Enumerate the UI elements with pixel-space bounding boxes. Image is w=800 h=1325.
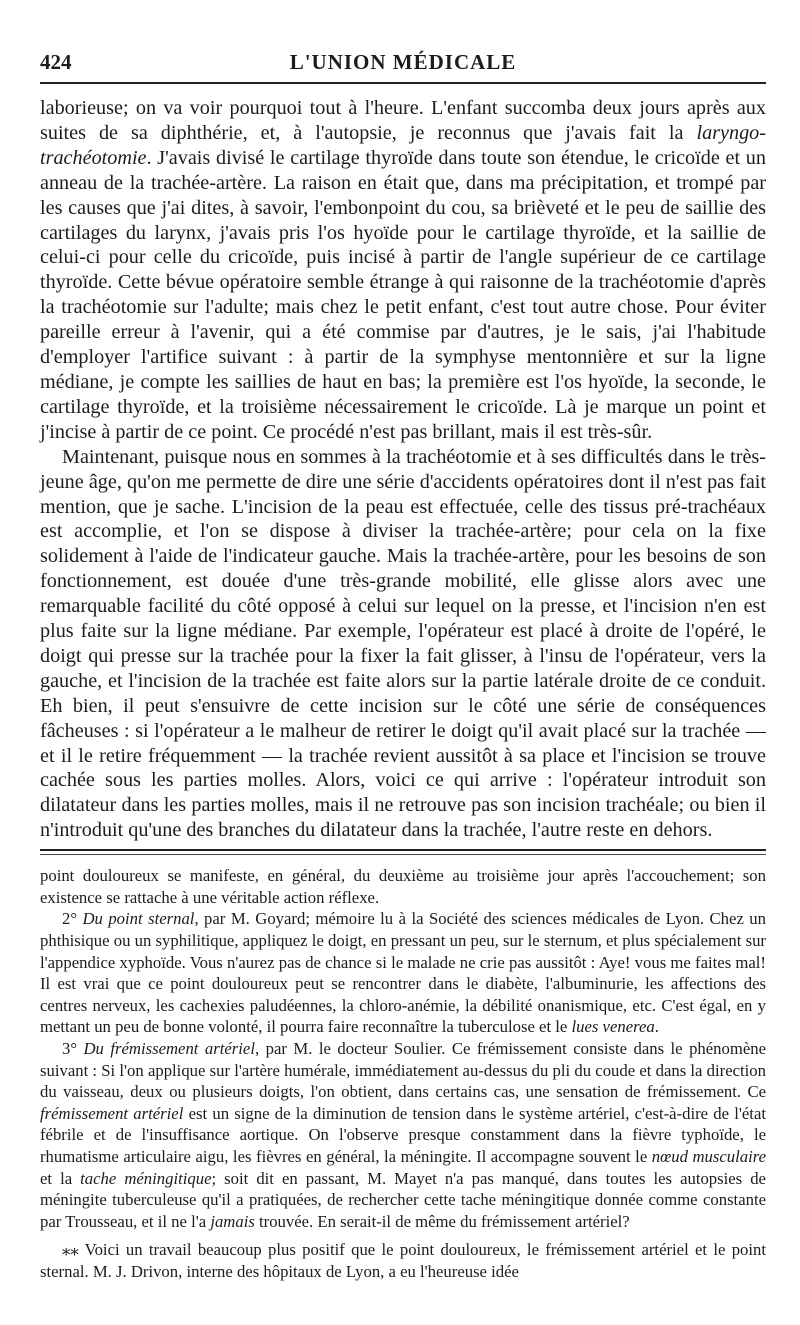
main-text — [40, 96, 766, 843]
text-segment: 3° — [62, 1038, 84, 1058]
note-paragraph — [40, 1038, 766, 1232]
text-segment: laborieuse; on va voir pourquoi tout à l'heure. L'enfant succomba deux jours après aux suites de sa diphthérie, et, à l'autopsie, je reconnus que j'avais fait la — [40, 97, 766, 144]
main-paragraph — [40, 96, 766, 445]
text-segment: point douloureux se manifeste, en général, du deuxième au troisième jour après l'accouchement; son existence se rattache à une véritable action réflexe. — [40, 866, 766, 907]
italic-text: frémissement artériel — [40, 1103, 184, 1123]
text-segment: , par M. le docteur Soulier. Ce frémissement consiste dans le phénomène suivant : Si l'on applique sur l'artère humérale, immédiatement au-dessus du pli du coude et dans la direction du vaisseau, deux ou plusieurs doigts, l'on obtient, dans certains cas, une sensation de frémissement. Ce — [40, 1038, 766, 1102]
text-segment: ⁎⁎ — [62, 1240, 79, 1260]
page-number: 424 — [40, 50, 72, 74]
text-segment: ; soit dit en passant, M. Mayet n'a pas manqué, dans toutes les autopsies de méningite tuberculeuse qu'il a pratiquées, de rechercher cette tache méningitique donnée comme constante par Trousseau, et il ne l'a — [40, 1168, 766, 1231]
text-segment: trouvée. En serait-il de même du frémissement artériel? — [254, 1211, 630, 1231]
note-paragraph — [40, 908, 766, 1038]
italic-text: jamais — [210, 1211, 255, 1231]
running-title: L'UNION MÉDICALE — [289, 50, 517, 74]
note-paragraph — [40, 1239, 766, 1282]
main-paragraph — [40, 445, 766, 844]
notes-section — [40, 865, 766, 1282]
text-segment: . J'avais divisé le cartilage thyroïde dans toute son étendue, le cricoïde et un anneau de la trachée-artère. La raison en était que, dans ma précipitation, et trompé par les causes que j'ai dites, à savoir, l'embonpoint du cou, sa brièveté et le peu de saillie des cartilages du larynx, j'avais pris l'os hyoïde pour le cartilage thyroïde, et la saillie de celui-ci pour celle du cricoïde, puis incisé à partir de l'angle supérieur de ce cartilage thyroïde. Cette bévue opératoire semble étrange à qui raisonne de la trachéotomie d'après la trachéotomie sur l'adulte; mais chez le petit enfant, c'est tout autre chose. Pour éviter pareille erreur à l'avenir, qui a été commise par d'autres, je le sais, j'ai l'habitude d'employer l'artifice suivant : à partir de la symphyse mentonnière et sur la ligne médiane, je compte les saillies de haut en bas; la première est l'os hyoïde, la seconde, le cartilage thyroïde, et la troisième nécessairement le cricoïde. Là je marque un point et j'incise à partir de ce point. Ce procédé n'est pas brillant, mais il est très-sûr. — [40, 146, 766, 443]
text-segment: 2° — [62, 909, 83, 929]
italic-text: lues venerea — [571, 1017, 655, 1037]
italic-text: nœud musculaire — [651, 1146, 767, 1166]
header-rule — [40, 82, 766, 84]
text-segment: Voici un travail beaucoup plus positif que le point douloureux, le frémissement artériel et le point sternal. M. J. Drivon, interne des hôpitaux de Lyon, a eu l'heureuse idée — [40, 1240, 766, 1281]
text-segment: . — [654, 1017, 659, 1037]
italic-text: Du frémissement artériel — [83, 1038, 255, 1058]
italic-text: Du point sternal — [82, 909, 195, 929]
section-divider — [40, 849, 766, 855]
italic-text: laryngo-trachéotomie — [40, 121, 766, 169]
page-header — [40, 0, 766, 74]
text-segment: , par M. Goyard; mémoire lu à la Société des sciences médicales de Lyon. Chez un phthisique ou un syphilitique, appliquez le doigt, en pressant un peu, sur le sternum, et plus spécialement sur l'appendice xyphoïde. Vous n'aurez pas de chance si le malade ne crie pas aussitôt : Aye! vous me faites mal! Il est vrai que ce point douloureux peut se rencontrer dans le diabète, l'albuminurie, les affections des centres nerveux, les cachexies paludéennes, la chloro-anémie, la débilité onanismique, etc. C'est égal, en y mettant un peu de bonne volonté, il pourra faire reconnaître la tuberculose et le — [40, 909, 766, 1037]
text-segment: et la — [40, 1168, 81, 1188]
note-paragraph — [40, 865, 766, 908]
italic-text: tache méningitique — [80, 1168, 212, 1188]
text-segment: est un signe de la diminution de tension dans le système artériel, c'est-à-dire de l'état fébrile et de l'insuffisance aortique. On l'observe presque constamment dans la fièvre typhoïde, le rhumatisme articulaire aigu, les fièvres en général, la méningite. Il accompagne souvent le — [40, 1103, 766, 1166]
text-segment: Maintenant, puisque nous en sommes à la trachéotomie et à ses difficultés dans le très-jeune âge, qu'on me permette de dire une série d'accidents opératoires dont il n'est pas fait mention, que je sache. L'incision de la peau est effectuée, celle des tissus pré-trachéaux est accomplie, et l'on se dispose à diviser la trachée-artère; pour cela on la fixe solidement à l'aide de l'indicateur gauche. Mais la trachée-artère, pour les besoins de son fonctionnement, est douée d'une très-grande mobilité, elle glisse alors avec une remarquable facilité du côté opposé à celui sur lequel on la presse, et l'incision n'en est plus faite sur la ligne médiane. Par exemple, l'opérateur est placé à droite de l'opéré, le doigt qui presse sur la trachée pour la fixer la fait glisser, à l'insu de l'opérateur, vers la gauche, et l'incision de la trachée est faite alors sur la partie latérale droite de ce conduit. Eh bien, il peut s'ensuivre de cette incision sur le côté une série de conséquences fâcheuses : si l'opérateur a le malheur de retirer le doigt qu'il avait placé sur la trachée — et il le retire fréquemment — la trachée revient aussitôt à sa place et l'incision se trouve cachée sous les parties molles. Alors, voici ce qui arrive : l'opérateur introduit son dilatateur dans les parties molles, mais il ne retrouve pas son incision trachéale; ou bien il n'introduit qu'une des branches du dilatateur dans la trachée, l'autre reste en dehors. — [40, 445, 766, 842]
